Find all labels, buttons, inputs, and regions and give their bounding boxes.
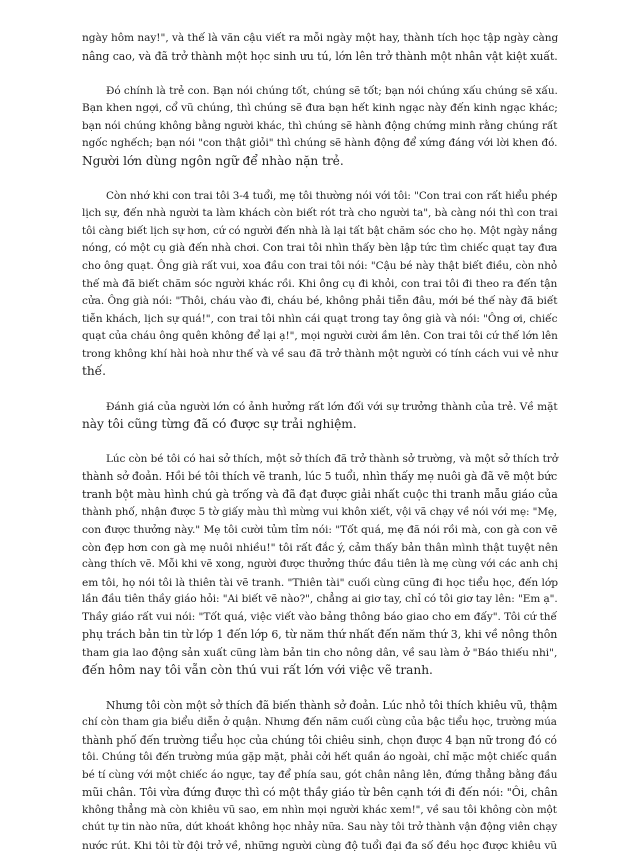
text-line: càng thích vẽ. Mỗi khi vẽ xong, người được thưởng thức đầu tiên là mẹ cùng với các anh chị (82, 558, 558, 571)
text-line: phụ trách bản tin từ lớp 1 đến lớp 6, từ năm thứ nhất đến năm thứ 3, khi về nông thôn (82, 628, 558, 642)
text-line: em tôi, họ nói tôi là thiên tài vẽ tranh. "Thiên tài" cuối cùng cũng đi học tiểu học, đến lớp (82, 575, 558, 589)
text-line: này tôi cũng từng đã có được sự trải nghiệm. (82, 416, 357, 431)
text-line: cửa. Ông già nói: "Thôi, cháu vào đi, cháu bé, không phải tiễn đâu, mới bé thế này đã biết (82, 295, 558, 308)
text-line: ngày hôm nay!", và thế là văn cậu viết ra mỗi ngày một hay, thành tích học tập ngày càng (82, 32, 559, 44)
text-line: thành sở đoản. Hồi bé tôi thích vẽ tranh, lúc 5 tuổi, nhìn thấy mẹ nuôi gà đã vẽ một bức (82, 470, 558, 484)
text-line: lịch sự, đến nhà người ta làm khách còn biết rót trà cho người ta", bà càng nói thì con trai (82, 207, 558, 220)
text-line: ngốc nghếch; bạn nói "con thật giỏi" thì chúng sẽ hành động để xứng đáng với lời khen đó. (82, 137, 558, 150)
text-line: chút tự tin nào nữa, dứt khoát không học nhảy nữa. Sau này tôi trở thành vận động viên chạy (82, 822, 558, 834)
text-line: bé tí cùng với một chiếc áo ngực, tay để phía sau, gót chân nâng lên, đứng thẳng bằng đầu (82, 768, 558, 781)
text-line: Lúc còn bé tôi có hai sở thích, một sở thích đã trở thành sở trường, và một sở thích trở (106, 452, 558, 465)
text-line: quạt của cháu ông quên không để lại ạ!", mọi người cười ầm lên. Con trai tôi cứ thế lớn lên (82, 330, 558, 343)
paragraph (82, 30, 558, 65)
text-line: Nhưng tôi còn một sở thích đã biến thành sở đoản. Lúc nhỏ tôi thích khiêu vũ, thậm (106, 698, 558, 712)
text-line: thế mà đã biết chăm sóc người khác rồi. Khi ông cụ đi khỏi, con trai tôi đi theo ra đến tận (82, 277, 558, 290)
text-line: bạn nói chúng không bằng người khác, thì chúng sẽ hành động chứng minh rằng chúng rất (82, 119, 558, 132)
text-line: Bạn khen ngợi, cổ vũ chúng, thì chúng sẽ đưa bạn hết kinh ngạc này đến kinh ngạc khác; (82, 102, 558, 115)
text-line: tham gia lao động sản xuất cũng làm bản tin cho nông dân, về sau làm ở "Báo thiếu nhi", (82, 645, 558, 659)
paragraph (82, 83, 558, 171)
text-line: nước rút. Khi tôi từ đội trở về, những người cùng độ tuổi đại đa số đều học được khiêu vũ (82, 838, 558, 852)
text-line: con được thưởng này." Mẹ tôi cười tủm tỉm nói: "Tốt quá, mẹ đã nói rồi mà, con gà con vẽ (82, 523, 558, 537)
text-line: thành phố, nhận được 5 tờ giấy màu thì mừng vui khôn xiết, vội vã chạy về nói với mẹ: "Mẹ, (82, 505, 558, 518)
text-line: chí còn tham gia biểu diễn ở quận. Nhưng đến năm cuối cùng của bậc tiểu học, trường múa (82, 716, 557, 729)
text-line: Người lớn dùng ngôn ngữ để nhào nặn trẻ. (82, 153, 344, 168)
text-line: không thẳng mà còn khiêu vũ sao, em nhìn mọi người khác xem!", về sau tôi không còn một (82, 803, 557, 816)
text-line: Đó chính là trẻ con. Bạn nói chúng tốt, chúng sẽ tốt; bạn nói chúng xấu chúng sẽ xấu. (106, 84, 558, 97)
text-line: cho ông quạt. Ông già rất vui, xoa đầu con trai tôi nói: "Cậu bé này thật biết điều, còn nhỏ (82, 260, 558, 273)
text-line: còn đẹp hơn con gà mẹ nuôi nhiều!" tôi rất đắc ý, cảm thấy bản thân mình thật tuyệt nên (82, 540, 558, 554)
text-line: tranh bột màu hình chú gà trống và đã đạt được giải nhất cuộc thi tranh mẫu giáo của (82, 488, 558, 502)
text-line: Đánh giá của người lớn có ảnh hưởng rất lớn đối với sự trưởng thành của trẻ. Về mặt (106, 400, 558, 414)
text-line: tôi càng biết lịch sự hơn, cứ có người đến nhà là lại tất bật chăm sóc cho họ. Một ngày nắng (82, 224, 558, 237)
paragraph (82, 188, 558, 381)
text-line: đến hôm nay tôi vẫn còn thú vui rất lớn với việc vẽ tranh. (82, 662, 433, 677)
text-line: tôi. Chúng tôi đến trường múa gặp mặt, phải cởi hết quần áo ngoài, chỉ mặc một chiếc quần (82, 751, 557, 764)
text-line: mũi chân. Tôi vừa đứng được thì có một thầy giáo từ bên cạnh tới đi đến nói: "Ôi, chân (82, 786, 558, 800)
paragraph (82, 451, 558, 679)
paragraph (82, 697, 558, 854)
text-line: trong không khí hài hoà như thế và về sau đã trở thành một người có tính cách vui vẻ như (82, 347, 558, 360)
paragraph (82, 398, 558, 433)
text-line: nâng cao, và đã trở thành một học sinh ưu tú, lớn lên trở thành một nhân vật kiệt xuất. (82, 49, 558, 63)
text-line: thế. (82, 364, 106, 379)
text-line: thành phố đến trường tiểu học của chúng tôi chiêu sinh, chọn được 4 bạn nữ trong đó có (82, 733, 557, 747)
text-line: Thầy giáo rất vui nói: "Tốt quá, việc viết vào bảng thông báo giao cho em đấy". Tôi cứ thế (82, 610, 557, 623)
text-line: nóng, có một cụ già đến nhà chơi. Con trai tôi nhìn thấy bèn lập tức tìm chiếc quạt tay đưa (82, 242, 558, 255)
text-line: lần đầu tiên thầy giáo hỏi: "Ai biết vẽ nào?", chẳng ai giơ tay, chỉ có tôi giơ tay lên: "Em ạ". (82, 593, 558, 606)
text-line: Còn nhớ khi con trai tôi 3-4 tuổi, mẹ tôi thường nói với tôi: "Con trai con rất hiểu phép (106, 189, 558, 202)
text-line: tiễn khách, lịch sự quá!", con trai tôi nhìn cái quạt trong tay ông già và nói: "Ông ơi, chiếc (82, 312, 558, 325)
